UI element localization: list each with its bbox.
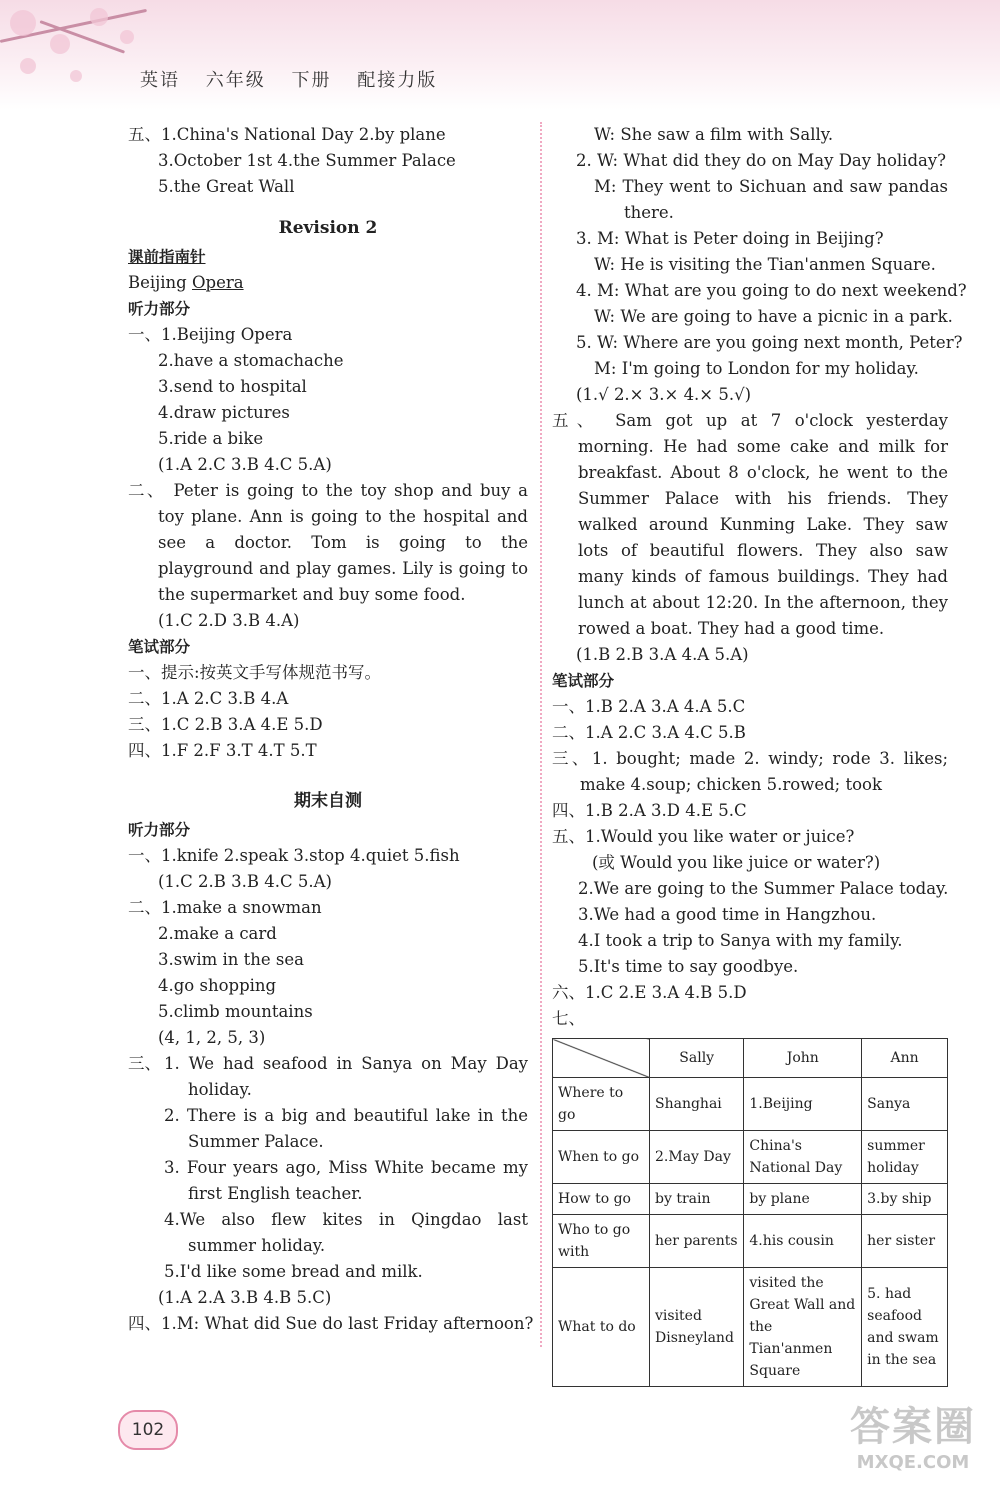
table-cell: by train — [650, 1184, 744, 1215]
answer-line: 4.go shopping — [158, 976, 277, 995]
table-row — [553, 1184, 948, 1215]
table-row — [553, 1131, 948, 1184]
table-corner-cell — [553, 1039, 650, 1078]
sentence-item: 2. There is a big and beautiful lake in the Summer Palace. — [164, 1106, 528, 1151]
answer-key: (1.√ 2.× 3.× 4.× 5.√) — [576, 385, 752, 404]
table-cell: by plane — [744, 1184, 862, 1215]
left-column — [128, 122, 534, 1337]
table-row — [553, 1078, 948, 1131]
answer-line: 5.climb mountains — [158, 1002, 313, 1021]
page-header-title — [140, 66, 455, 92]
dialog-line: 3. M: What is Peter doing in Beijing? — [576, 229, 884, 248]
right-column — [552, 122, 967, 1387]
dialog-line: M: I'm going to London for my holiday. — [594, 359, 919, 378]
answer-line: 5.the Great Wall — [158, 177, 295, 196]
answer-line: 一、1.Beijing Opera — [128, 325, 293, 344]
answer-line: 一、提示:按英文手写体规范书写。 — [128, 663, 382, 682]
answer-line: 4.I took a trip to Sanya with my family. — [578, 931, 903, 950]
dialog-line: M: They went to Sichuan and saw pandas there. — [594, 177, 948, 222]
row-label: How to go — [553, 1184, 650, 1215]
answer-line: 3.October 1st 4.the Summer Palace — [158, 151, 456, 170]
passage-text: 二、 Peter is going to the toy shop and buy a toy plane. Ann is going to the hospital and see a doctor. Tom is going to the playground and play games. Lily is going to the supermarket and buy some food. — [128, 481, 528, 604]
answer-line: 二、1.A 2.C 3.B 4.A — [128, 689, 289, 708]
watermark-logo-text: 答案圈 — [850, 1404, 976, 1450]
answer-line: 四、1.F 2.F 3.T 4.T 5.T — [128, 741, 317, 760]
answer-line: 二、1.A 2.C 3.A 4.C 5.B — [552, 723, 746, 742]
answer-line: 3.We had a good time in Hangzhou. — [578, 905, 877, 924]
answer-line: 5.ride a bike — [158, 429, 264, 448]
answer-line: 三、1. bought; made 2. windy; rode 3. likes; make 4.soup; chicken 5.rowed; took — [552, 749, 948, 794]
answer-key: (1.B 2.B 3.A 4.A 5.A) — [576, 645, 749, 664]
table-header-row — [553, 1039, 948, 1078]
guide-text: Beijing Opera — [128, 273, 244, 292]
answer-line: 2.have a stomachache — [158, 351, 344, 370]
table-cell: 2.May Day — [650, 1131, 744, 1184]
table-cell: her parents — [650, 1215, 744, 1268]
sentence-item: 3. Four years ago, Miss White became my first English teacher. — [164, 1158, 528, 1203]
dialog-line: W: We are going to have a picnic in a park. — [594, 307, 953, 326]
answer-line: 七、 — [552, 1009, 585, 1028]
row-label: Who to go with — [553, 1215, 650, 1268]
answer-line: 3.swim in the sea — [158, 950, 304, 969]
sentence-item: 1. We had seafood in Sanya on May Day holiday. — [164, 1054, 528, 1099]
row-label: When to go — [553, 1131, 650, 1184]
table-cell: 1.Beijing — [744, 1078, 862, 1131]
watermark-url: MXQE.COM — [856, 1452, 970, 1473]
answer-line: 二、1.make a snowman — [128, 898, 322, 917]
edition-label: 配接力版 — [357, 70, 438, 91]
subject-label: 英语 — [140, 70, 180, 91]
answer-line: 2.We are going to the Summer Palace today. — [578, 879, 949, 898]
answer-key: (1.C 2.B 3.B 4.C 5.A) — [158, 872, 332, 891]
answer-line: 四、1.M: What did Sue do last Friday afternoon? — [128, 1314, 534, 1333]
dialog-line: W: He is visiting the Tian'anmen Square. — [594, 255, 936, 274]
table-cell: China's National Day — [744, 1131, 862, 1184]
table-cell: her sister — [862, 1215, 948, 1268]
dialog-line: W: She saw a film with Sally. — [594, 125, 834, 144]
page-number: 102 — [118, 1410, 178, 1450]
answer-line: 五、1.China's National Day 2.by plane — [128, 125, 446, 144]
answer-key: (4, 1, 2, 5, 3) — [158, 1028, 266, 1047]
grade-label: 六年级 — [205, 70, 266, 91]
table-cell: Sanya — [862, 1078, 948, 1131]
sentence-item: 5.I'd like some bread and milk. — [164, 1262, 423, 1281]
table-cell: 3.by ship — [862, 1184, 948, 1215]
revision-title: Revision 2 — [278, 218, 378, 238]
answer-line: 四、1.B 2.A 3.D 4.E 5.C — [552, 801, 747, 820]
row-label: Where to go — [553, 1078, 650, 1131]
answer-line: 三、1.C 2.B 3.A 4.E 5.D — [128, 715, 323, 734]
travel-plan-table — [552, 1038, 948, 1387]
dialog-line: 2. W: What did they do on May Day holiday? — [576, 151, 947, 170]
answer-key: (1.A 2.C 3.B 4.C 5.A) — [158, 455, 332, 474]
table-header-cell: Ann — [862, 1039, 948, 1078]
answer-line: 4.draw pictures — [158, 403, 290, 422]
answer-line: 2.make a card — [158, 924, 277, 943]
section-label: 笔试部分 — [552, 672, 615, 690]
table-row — [553, 1215, 948, 1268]
table-cell: visited the Great Wall and the Tian'anmen Square — [744, 1268, 862, 1387]
answer-line: 五、1.Would you like water or juice? — [552, 827, 855, 846]
table-cell: visited Disneyland — [650, 1268, 744, 1387]
column-divider — [540, 122, 542, 1347]
volume-label: 下册 — [291, 70, 332, 91]
table-header-cell: Sally — [650, 1039, 744, 1078]
answer-line: 六、1.C 2.E 3.A 4.B 5.D — [552, 983, 747, 1002]
passage-text: 五、 Sam got up at 7 o'clock yesterday morning. He had some cake and milk for breakfast. About 8 o'clock, he went to the Summer Palace with his friends. They walked around Kunming Lake. They saw lots of beautiful flowers. They also saw many kinds of famous buildings. They had lunch at about 12:20. In the afternoon, they rowed a boat. They had a good time. — [552, 411, 948, 638]
sentence-item: 4.We also flew kites in Qingdao last summer holiday. — [164, 1210, 528, 1255]
table-cell: 5. had seafood and swam in the sea — [862, 1268, 948, 1387]
answer-line: 一、1.knife 2.speak 3.stop 4.quiet 5.fish — [128, 846, 460, 865]
dialog-line: 4. M: What are you going to do next weekend? — [576, 281, 967, 300]
answer-key: (1.A 2.A 3.B 4.B 5.C) — [158, 1288, 332, 1307]
header-background — [0, 0, 1000, 110]
final-test-title: 期末自测 — [294, 791, 362, 811]
section-number: 三、 — [128, 1054, 161, 1073]
table-cell: Shanghai — [650, 1078, 744, 1131]
dialog-line: 5. W: Where are you going next month, Peter? — [576, 333, 963, 352]
sentence-group — [128, 1051, 528, 1285]
answer-line: 5.It's time to say goodbye. — [578, 957, 799, 976]
row-label: What to do — [553, 1268, 650, 1387]
section-label: 听力部分 — [128, 300, 191, 318]
answer-line: 3.send to hospital — [158, 377, 307, 396]
section-label: 课前指南针 — [128, 248, 206, 266]
watermark — [838, 1395, 988, 1485]
table-cell: summer holiday — [862, 1131, 948, 1184]
section-label: 听力部分 — [128, 821, 191, 839]
answer-line: (或 Would you like juice or water?) — [592, 853, 881, 872]
table-header-cell: John — [744, 1039, 862, 1078]
section-label: 笔试部分 — [128, 638, 191, 656]
answer-key: (1.C 2.D 3.B 4.A) — [158, 611, 300, 630]
answer-line: 一、1.B 2.A 3.A 4.A 5.C — [552, 697, 746, 716]
table-cell: 4.his cousin — [744, 1215, 862, 1268]
table-row — [553, 1268, 948, 1387]
